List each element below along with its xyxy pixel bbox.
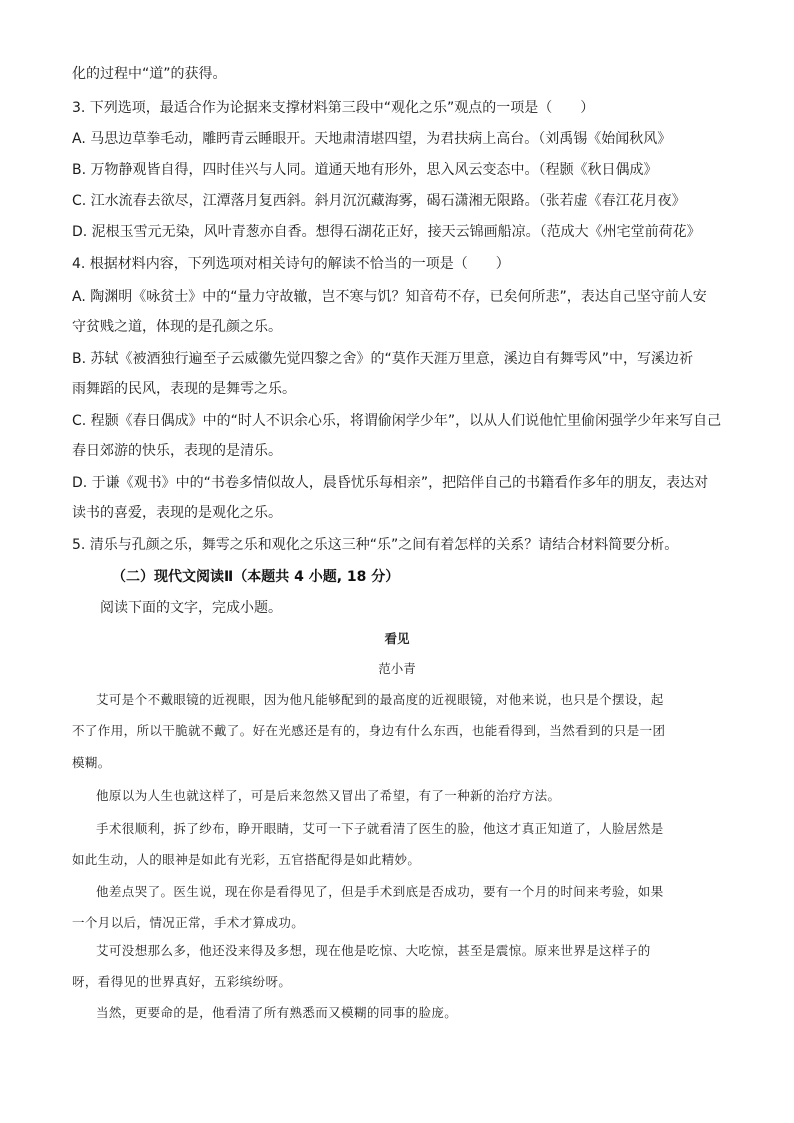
continued-text: 化的过程中“道”的获得。 — [72, 66, 227, 82]
question-3-option-c: C. 江水流春去欲尽，江潭落月复西斜。斜月沉沉藏海雾，碣石潇湘无限路。（张若虚《春江花月夜》 — [72, 193, 686, 209]
question-4-option-c-line2: 春日郊游的快乐，表现的是清乐。 — [72, 443, 282, 459]
story-title: 看见 — [384, 631, 410, 646]
story-line: 手术很顺利，拆了纱布，睁开眼睛，艾可一下子就看清了医生的脸，他这才真正知道了，人脸居然是 — [96, 821, 664, 836]
reading-instruction: 阅读下面的文字，完成小题。 — [100, 600, 282, 616]
question-4-option-a-line1: A. 陶渊明《咏贫士》中的“量力守故辙，岂不寒与饥？知音苟不存，已矣何所悲”，表达自己坚守前人安 — [72, 289, 707, 305]
question-4-option-d-line1: D. 于谦《观书》中的“书卷多情似故人，晨昏忧乐每相亲”，把陪伴自己的书籍看作多年的朋友，表达对 — [72, 475, 709, 491]
story-line: 他差点哭了。医生说，现在你是看得见了，但是手术到底是否成功，要有一个月的时间来考验，如果 — [96, 884, 664, 899]
story-line: 艾可没想那么多，他还没来得及多想，现在他是吃惊、大吃惊，甚至是震惊。原来世界是这样子的 — [96, 943, 651, 958]
story-line: 一个月以后，情况正常，手术才算成功。 — [72, 915, 305, 930]
question-3-stem: 3. 下列选项，最适合作为论据来支撑材料第三段中“观化之乐”观点的一项是（ ） — [72, 100, 595, 116]
story-line: 如此生动，人的眼神是如此有光彩，五官搭配得是如此精妙。 — [72, 852, 421, 867]
question-4-option-b-line2: 雨舞蹈的民风，表现的是舞雩之乐。 — [72, 381, 296, 397]
story-line: 艾可是个不戴眼镜的近视眼，因为他凡能够配到的最高度的近视眼镜，对他来说，也只是个摆设，起 — [96, 692, 664, 707]
story-line: 当然，更要命的是，他看清了所有熟悉而又模糊的同事的脸庞。 — [96, 1005, 458, 1020]
question-4-option-d-line2: 读书的喜爱，表现的是观化之乐。 — [72, 505, 282, 521]
question-3-option-d: D. 泥根玉雪元无染，风叶青葱亦自香。想得石湖花正好，接天云锦画船凉。（范成大《州宅堂前荷花》 — [72, 224, 701, 240]
story-line: 模糊。 — [72, 755, 111, 770]
question-3-option-b: B. 万物静观皆自得，四时佳兴与人同。道通天地有形外，思入风云变态中。（程颢《秋日偶成》 — [72, 162, 658, 178]
question-4-stem: 4. 根据材料内容，下列选项对相关诗句的解读不恰当的一项是（ ） — [72, 256, 510, 272]
story-author: 范小青 — [378, 661, 416, 676]
section-heading: （二）现代文阅读Ⅱ（本题共 4 小题, 18 分） — [112, 569, 400, 585]
question-4-option-c-line1: C. 程颢《春日偶成》中的“时人不识余心乐，将谓偷闲学少年”，以从人们说他忙里偷闲强学少年来写自己 — [72, 413, 722, 429]
story-line: 他原以为人生也就这样了，可是后来忽然又冒出了希望，有了一种新的治疗方法。 — [96, 788, 561, 803]
question-4-option-b-line1: B. 苏轼《被酒独行遍至子云威徽先觉四黎之舍》的“莫作天涯万里意，溪边自有舞雩风”中，写溪边祈 — [72, 351, 694, 367]
question-3-option-a: A. 马思边草拳毛动，雕眄青云睡眼开。天地肃清堪四望，为君扶病上高台。（刘禹锡《始闻秋风》 — [72, 131, 672, 147]
question-4-option-a-line2: 守贫贱之道，体现的是孔颜之乐。 — [72, 319, 282, 335]
question-5-stem: 5. 清乐与孔颜之乐，舞雩之乐和观化之乐这三种“乐”之间有着怎样的关系？请结合材料简要分析。 — [72, 537, 679, 553]
story-line: 不了作用，所以干脆就不戴了。好在光感还是有的，身边有什么东西，也能看得到，当然看到的只是一团 — [72, 723, 666, 738]
story-line: 呀，看得见的世界真好，五彩缤纷呀。 — [72, 974, 292, 989]
